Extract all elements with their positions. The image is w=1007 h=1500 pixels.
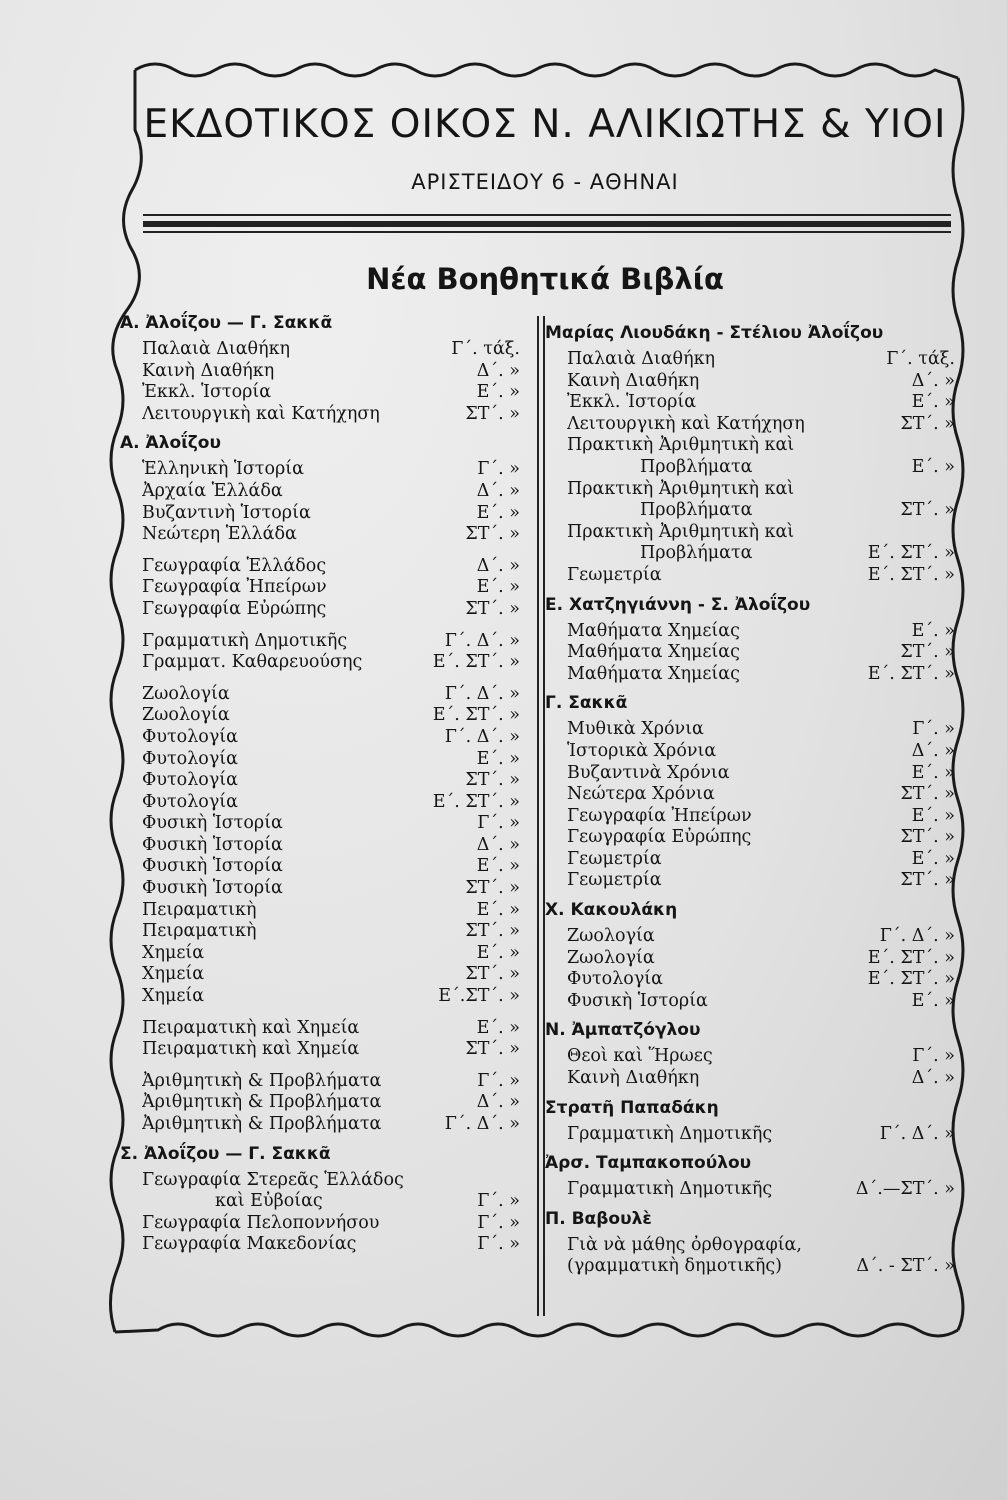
author-name: Ε. Χατζηγιάννη - Σ. Ἀλοΐζου xyxy=(545,594,811,615)
grade-label: Ε΄. » xyxy=(476,1017,520,1038)
book-entry xyxy=(545,849,955,871)
book-title: Φυσικὴ Ἱστορία xyxy=(567,990,708,1011)
book-entry xyxy=(545,371,955,393)
header-rule xyxy=(143,214,951,216)
book-entry xyxy=(120,705,520,727)
book-entry xyxy=(120,1092,520,1114)
book-entry xyxy=(120,921,520,943)
grade-label: Ε΄. ΣΤ΄. » xyxy=(432,705,520,726)
grade-label: ΣΤ΄. » xyxy=(465,1039,520,1060)
book-title: Γεωγραφία Στερεᾶς Ἑλλάδος xyxy=(142,1169,404,1190)
book-entry xyxy=(120,813,520,835)
book-entry xyxy=(545,565,955,587)
book-title: Γραμματ. Καθαρευούσης xyxy=(142,652,363,673)
book-entry xyxy=(545,806,955,828)
grade-label: ΣΤ΄. » xyxy=(465,403,520,424)
book-entry xyxy=(120,459,520,481)
grade-label: Γ΄. » xyxy=(912,719,955,740)
grade-label: ΣΤ΄. » xyxy=(900,784,955,805)
book-title: καὶ Εὐβοίας xyxy=(215,1191,323,1212)
grade-label: Ε΄. ΣΤ΄. » xyxy=(867,564,955,585)
book-title: Μυθικὰ Χρόνια xyxy=(567,719,704,740)
book-title: Παλαιὰ Διαθήκη xyxy=(567,349,715,369)
book-title: Γεωγραφία Εὐρώπης xyxy=(142,598,327,619)
grade-label: Ε΄. » xyxy=(911,805,955,826)
book-title: Ζωολογία xyxy=(567,926,655,947)
author-section xyxy=(545,1018,955,1089)
book-entry xyxy=(120,770,520,792)
book-entry xyxy=(545,991,955,1013)
book-entry xyxy=(545,926,955,948)
book-title: Φυσικὴ Ἱστορία xyxy=(142,834,283,855)
group-gap xyxy=(120,1008,520,1018)
book-title: Γραμματικὴ Δημοτικῆς xyxy=(567,1123,773,1144)
book-entry xyxy=(120,835,520,857)
grade-label: ΣΤ΄. » xyxy=(465,921,520,942)
book-title: Γεωγραφία Πελοποννήσου xyxy=(142,1212,380,1233)
book-title: Πρακτικὴ Ἀριθμητικὴ καὶ xyxy=(567,435,795,456)
book-entry xyxy=(120,856,520,878)
book-title: Καινὴ Διαθήκη xyxy=(567,1068,700,1089)
grade-label: Δ΄. » xyxy=(911,740,955,761)
grade-label: Γ΄. Δ΄. » xyxy=(444,1114,520,1134)
book-entry xyxy=(120,900,520,922)
left-column xyxy=(120,305,520,1256)
book-title: Γεωμετρία xyxy=(567,848,662,869)
author-name: Χ. Κακουλάκη xyxy=(545,900,678,921)
group-gap xyxy=(120,546,520,556)
book-title: Μαθήματα Χημείας xyxy=(567,620,740,641)
book-entry xyxy=(120,1234,520,1256)
book-entry xyxy=(120,684,520,706)
grade-label: ΣΤ΄. » xyxy=(900,642,955,663)
book-title: Φυτολογία xyxy=(142,770,238,791)
book-entry xyxy=(545,435,955,457)
book-entry xyxy=(120,727,520,749)
book-title: Μαθήματα Χημείας xyxy=(567,642,740,663)
author-name: Μαρίας Λιουδάκη - Στέλιου Ἀλοΐζου xyxy=(545,323,884,343)
grade-label: ΣΤ΄. » xyxy=(465,770,520,791)
book-entry xyxy=(120,1018,520,1040)
book-entry xyxy=(545,763,955,785)
book-title: Γεωγραφία Μακεδονίας xyxy=(142,1234,357,1255)
book-title: Καινὴ Διαθήκη xyxy=(142,360,275,381)
grade-label: Γ΄. » xyxy=(477,1070,520,1091)
book-entry xyxy=(545,784,955,806)
right-column xyxy=(545,315,955,1278)
author-name: Α. Ἀλοΐζου xyxy=(120,433,221,454)
header-rule xyxy=(143,231,951,233)
book-title: Πειραματικὴ xyxy=(142,899,257,920)
book-title: Ἀριθμητικὴ & Προβλήματα xyxy=(142,1070,382,1091)
author-section xyxy=(545,1151,955,1201)
book-title: Φυσικὴ Ἱστορία xyxy=(142,856,283,877)
grade-label: Ε΄. » xyxy=(476,856,520,877)
book-title: Χημεία xyxy=(142,986,205,1007)
grade-label: Δ΄. » xyxy=(476,1092,520,1113)
book-title: Γεωγραφία Ἑλλάδος xyxy=(142,555,327,576)
grade-label: ΣΤ΄. » xyxy=(465,964,520,985)
book-entry xyxy=(545,1124,955,1146)
book-title: Φυτολογία xyxy=(142,748,238,769)
book-title: Γεωγραφία Ἠπείρων xyxy=(142,577,327,598)
group-gap xyxy=(120,1061,520,1071)
publisher-address: ΑΡΙΣΤΕΙΔΟΥ 6 - ΑΘΗΝΑΙ xyxy=(411,170,679,194)
grade-label: Γ΄. Δ΄. » xyxy=(444,630,520,651)
book-entry xyxy=(120,1071,520,1093)
grade-label: Γ΄. τάξ. xyxy=(886,349,955,369)
book-title: Βυζαντινὰ Χρόνια xyxy=(567,762,730,783)
grade-label: Γ΄. Δ΄. » xyxy=(444,726,520,747)
book-title: Ἐκκλ. Ἱστορία xyxy=(142,382,272,403)
grade-label: ΣΤ΄. » xyxy=(900,500,955,521)
book-title: Λειτουργικὴ καὶ Κατήχηση xyxy=(567,413,805,434)
grade-label: ΣΤ΄. » xyxy=(900,870,955,891)
grade-label: Δ΄. » xyxy=(911,370,955,391)
grade-label: ΣΤ΄. » xyxy=(900,413,955,434)
column-divider xyxy=(537,316,539,1316)
grade-label: Γ΄. » xyxy=(477,459,520,480)
book-title: Νεώτερα Χρόνια xyxy=(567,784,715,805)
grade-label: Ε΄.ΣΤ΄. » xyxy=(438,986,520,1007)
book-title: Ἱστορικὰ Χρόνια xyxy=(567,740,717,761)
grade-label: Ε΄. » xyxy=(476,942,520,963)
grade-label: Γ΄. » xyxy=(477,1191,520,1212)
book-entry xyxy=(120,556,520,578)
author-name: Στρατῆ Παπαδάκη xyxy=(545,1097,719,1118)
author-section xyxy=(120,1142,520,1256)
author-section xyxy=(120,311,520,425)
book-entry xyxy=(545,522,955,544)
book-title: Φυσικὴ Ἱστορία xyxy=(142,878,283,899)
book-entry xyxy=(545,349,955,371)
book-title: Πρακτικὴ Ἀριθμητικὴ καὶ xyxy=(567,478,795,499)
book-entry xyxy=(120,631,520,653)
book-entry xyxy=(545,392,955,414)
author-name: Ἀρσ. Ταμπακοπούλου xyxy=(545,1153,752,1174)
book-entry xyxy=(545,969,955,991)
book-entry xyxy=(120,749,520,771)
book-title: Παλαιὰ Διαθήκη xyxy=(142,339,290,359)
grade-label: Δ΄. » xyxy=(476,480,520,501)
book-entry xyxy=(545,948,955,970)
grade-label: Δ΄.—ΣΤ΄. » xyxy=(855,1179,955,1200)
book-entry xyxy=(120,1191,520,1213)
group-gap xyxy=(120,674,520,684)
book-entry xyxy=(545,870,955,892)
book-title: Ζωολογία xyxy=(567,947,655,968)
grade-label: Ε΄. » xyxy=(476,748,520,769)
book-title: Χημεία xyxy=(142,942,205,963)
book-entry xyxy=(120,503,520,525)
grade-label: Ε΄. ΣΤ΄. » xyxy=(867,969,955,990)
book-entry xyxy=(545,479,955,501)
grade-label: ΣΤ΄. » xyxy=(465,524,520,545)
group-gap xyxy=(120,621,520,631)
book-title: Ζωολογία xyxy=(142,683,230,704)
book-title: Θεοὶ καὶ Ἥρωες xyxy=(567,1046,713,1067)
book-entry xyxy=(545,621,955,643)
author-name: Ν. Ἀμπατζόγλου xyxy=(545,1020,701,1041)
book-entry xyxy=(545,741,955,763)
grade-label: Ε΄. » xyxy=(911,762,955,783)
book-entry xyxy=(120,599,520,621)
book-title: Ζωολογία xyxy=(142,705,230,726)
author-name: Π. Βαβουλὲ xyxy=(545,1208,652,1229)
book-title: Καινὴ Διαθήκη xyxy=(567,370,700,391)
book-entry xyxy=(545,1068,955,1090)
book-title: Γεωμετρία xyxy=(567,564,662,585)
book-entry xyxy=(120,339,520,361)
book-title: Γραμματικὴ Δημοτικῆς xyxy=(142,630,348,651)
grade-label: Γ΄. Δ΄. » xyxy=(444,683,520,704)
book-title: Νεώτερη Ἑλλάδα xyxy=(142,524,297,545)
grade-label: Ε΄. » xyxy=(911,848,955,869)
book-title: Προβλήματα xyxy=(640,456,753,477)
book-entry xyxy=(120,652,520,674)
grade-label: Γ΄. Δ΄. » xyxy=(879,926,955,947)
book-entry xyxy=(120,481,520,503)
book-entry xyxy=(120,1039,520,1061)
book-entry xyxy=(545,543,955,565)
book-entry xyxy=(545,500,955,522)
book-entry xyxy=(120,1213,520,1235)
book-title: Ἐκκλ. Ἱστορία xyxy=(567,392,697,413)
author-name: Γ. Σακκᾶ xyxy=(545,693,628,714)
grade-label: Γ΄. » xyxy=(912,1046,955,1067)
book-entry xyxy=(545,1235,955,1257)
book-title: Προβλήματα xyxy=(640,543,753,564)
grade-label: Γ΄. » xyxy=(477,1212,520,1233)
grade-label: Γ΄. Δ΄. » xyxy=(879,1123,955,1144)
author-name: Α. Ἀλοΐζου — Γ. Σακκᾶ xyxy=(120,313,333,333)
book-entry xyxy=(545,664,955,686)
book-entry xyxy=(545,827,955,849)
book-title: Γεωγραφία Ἠπείρων xyxy=(567,805,752,826)
book-entry xyxy=(545,1046,955,1068)
grade-label: Ε΄. » xyxy=(911,990,955,1011)
book-entry xyxy=(120,382,520,404)
grade-label: Δ΄. » xyxy=(476,555,520,576)
book-title: Φυσικὴ Ἱστορία xyxy=(142,813,283,834)
grade-label: Ε΄. ΣΤ΄. » xyxy=(432,791,520,812)
publisher-name: ΕΚΔΟΤΙΚΟΣ ΟΙΚΟΣ Ν. ΑΛΙΚΙΩΤΗΣ & ΥΙΟΙ xyxy=(143,102,947,147)
book-entry xyxy=(120,943,520,965)
book-entry xyxy=(120,792,520,814)
grade-label: Ε΄. » xyxy=(476,382,520,403)
author-section xyxy=(545,1207,955,1278)
book-entry xyxy=(545,1179,955,1201)
book-title: Μαθήματα Χημείας xyxy=(567,663,740,684)
book-entry xyxy=(120,878,520,900)
book-entry xyxy=(545,457,955,479)
grade-label: Δ΄. » xyxy=(476,360,520,381)
author-section xyxy=(545,321,955,587)
book-title: Ἀριθμητικὴ & Προβλήματα xyxy=(142,1114,382,1134)
book-entry xyxy=(120,964,520,986)
book-title: Πρακτικὴ Ἀριθμητικὴ καὶ xyxy=(567,521,795,542)
book-entry xyxy=(545,719,955,741)
grade-label: Δ΄. » xyxy=(476,834,520,855)
grade-label: Ε΄. » xyxy=(476,502,520,523)
book-title: Λειτουργικὴ καὶ Κατήχηση xyxy=(142,403,380,424)
grade-label: Ε΄. » xyxy=(476,899,520,920)
grade-label: Δ΄. » xyxy=(911,1068,955,1089)
grade-label: ΣΤ΄. » xyxy=(900,827,955,848)
book-title: Ἀρχαία Ἑλλάδα xyxy=(142,480,283,501)
book-title: Γραμματικὴ Δημοτικῆς xyxy=(567,1179,773,1200)
grade-label: Ε΄. » xyxy=(911,392,955,413)
grade-label: Ε΄. ΣΤ΄. » xyxy=(432,652,520,673)
grade-label: Ε΄. ΣΤ΄. » xyxy=(867,663,955,684)
book-entry xyxy=(120,1170,520,1192)
book-title: Πειραματικὴ καὶ Χημεία xyxy=(142,1017,360,1038)
book-entry xyxy=(120,404,520,426)
book-entry xyxy=(120,986,520,1008)
grade-label: ΣΤ΄. » xyxy=(465,878,520,899)
grade-label: Δ΄. - ΣΤ΄. » xyxy=(856,1256,955,1277)
author-section xyxy=(545,691,955,892)
grade-label: Ε΄. ΣΤ΄. » xyxy=(867,947,955,968)
book-title: Φυτολογία xyxy=(142,791,238,812)
book-title: Φυτολογία xyxy=(567,969,663,990)
book-title: Πειραματικὴ καὶ Χημεία xyxy=(142,1039,360,1060)
book-title: Γιὰ νὰ μάθης ὀρθογραφία, xyxy=(567,1234,802,1255)
book-title: Φυτολογία xyxy=(142,726,238,747)
header-rule-thick xyxy=(143,221,951,227)
book-title: (γραμματικὴ δημοτικῆς) xyxy=(567,1256,783,1277)
grade-label: Γ΄. » xyxy=(477,813,520,834)
book-title: Χημεία xyxy=(142,964,205,985)
book-entry xyxy=(120,577,520,599)
book-entry xyxy=(120,361,520,383)
book-title: Γεωμετρία xyxy=(567,870,662,891)
grade-label: ΣΤ΄. » xyxy=(465,598,520,619)
book-entry xyxy=(545,1256,955,1278)
grade-label: Ε΄. » xyxy=(911,456,955,477)
author-section xyxy=(545,1096,955,1146)
book-title: Πειραματικὴ xyxy=(142,921,257,942)
section-title: Νέα Βοηθητικά Βιβλία xyxy=(366,262,724,296)
grade-label: Γ΄. τάξ. xyxy=(451,339,520,359)
book-entry xyxy=(545,642,955,664)
grade-label: Ε΄. » xyxy=(476,577,520,598)
book-title: Βυζαντινὴ Ἱστορία xyxy=(142,502,311,523)
book-title: Ἑλληνικὴ Ἱστορία xyxy=(142,459,304,480)
grade-label: Ε΄. ΣΤ΄. » xyxy=(867,543,955,564)
grade-label: Ε΄. » xyxy=(911,620,955,641)
author-section xyxy=(545,593,955,686)
book-title: Γεωγραφία Εὐρώπης xyxy=(567,827,752,848)
grade-label: Γ΄. » xyxy=(477,1234,520,1255)
book-entry xyxy=(120,1114,520,1136)
book-entry xyxy=(545,414,955,436)
author-section xyxy=(120,431,520,1135)
book-title: Προβλήματα xyxy=(640,500,753,521)
book-title: Ἀριθμητικὴ & Προβλήματα xyxy=(142,1092,382,1113)
author-name: Σ. Ἀλοΐζου — Γ. Σακκᾶ xyxy=(120,1143,331,1164)
author-section xyxy=(545,898,955,1012)
book-entry xyxy=(120,524,520,546)
